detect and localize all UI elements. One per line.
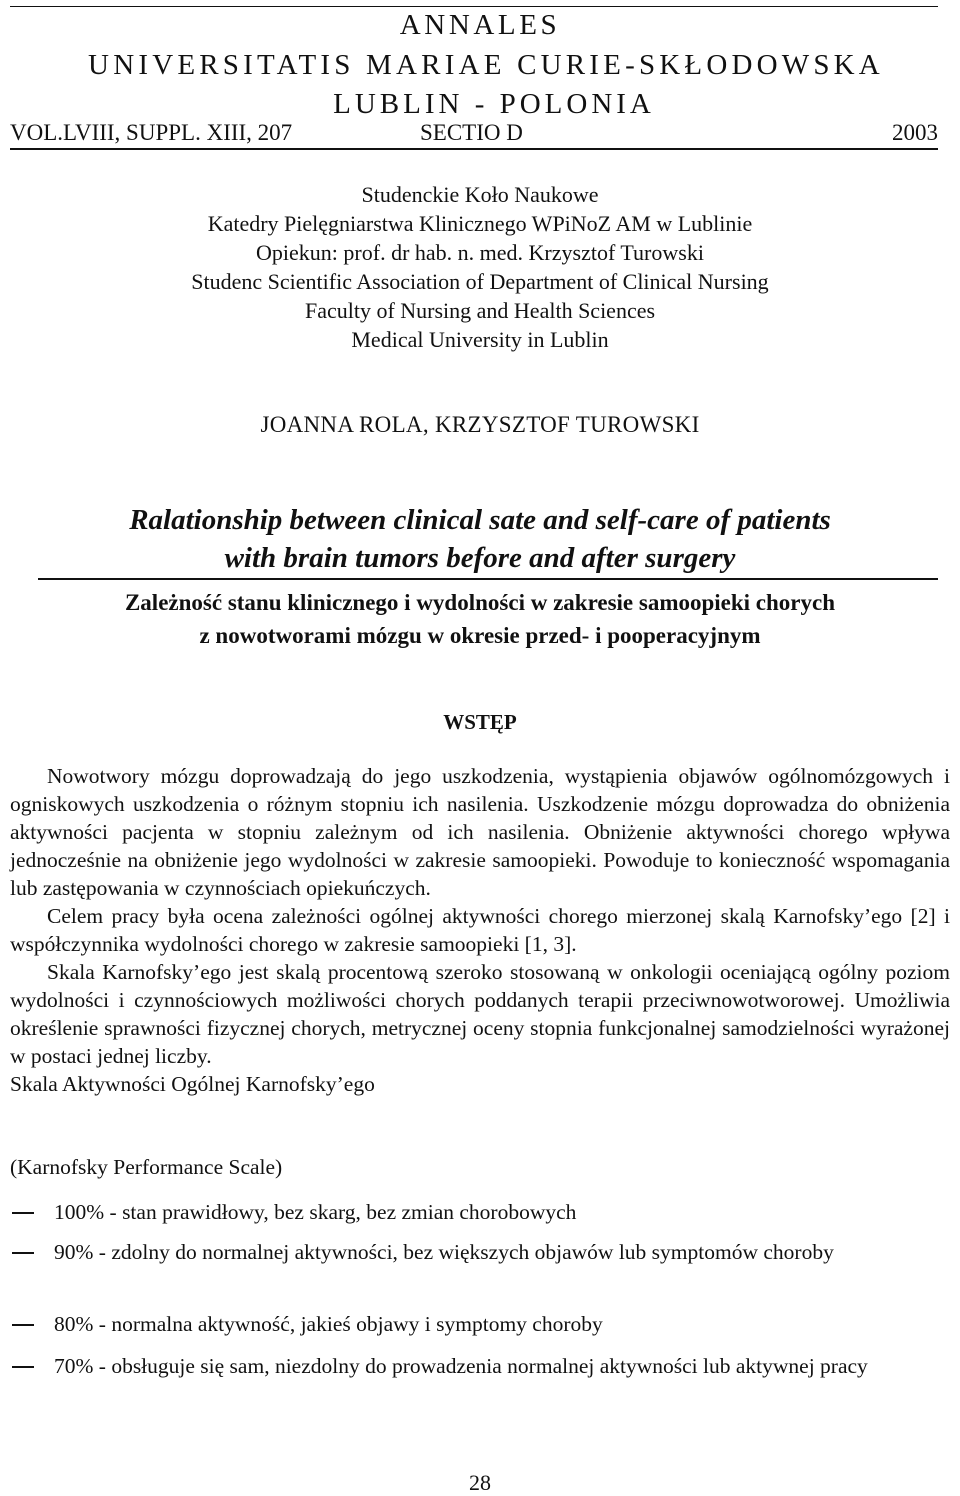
paragraph-2: Celem pracy była ocena zależności ogólnej aktywności chorego mierzonej skalą Karnofsky’ego [2] i współczynnika wydolności chorego w zakresie samoopieki [1, 3]. xyxy=(10,904,950,956)
title-rule xyxy=(38,578,938,580)
scale-title: Skala Aktywności Ogólnej Karnofsky’ego xyxy=(10,1072,375,1096)
volume-line xyxy=(10,118,938,148)
list-item-text: 100% - stan prawidłowy, bez skarg, bez zmian chorobowych xyxy=(54,1200,577,1224)
dash-bullet-icon xyxy=(12,1212,34,1214)
dash-bullet-icon xyxy=(12,1366,34,1368)
body-text xyxy=(10,762,950,1098)
article-title-line1: Ralationship between clinical sate and self-care of patients xyxy=(129,504,831,536)
list-item-text: 90% - zdolny do normalnej aktywności, bez większych objawów lub symptomów choroby xyxy=(54,1240,834,1264)
header-bottom-rule xyxy=(10,148,938,150)
affiliation-line-5: Faculty of Nursing and Health Sciences xyxy=(304,298,656,323)
volume-info: VOL.LVIII, SUPPL. XIII, 207 xyxy=(10,120,293,145)
dash-bullet-icon xyxy=(12,1252,34,1254)
article-subtitle-line1: Zależność stanu klinicznego i wydolności w zakresie samoopieki chorych xyxy=(124,590,836,615)
paragraph-3: Skala Karnofsky’ego jest skalą procentową szeroko stosowaną w onkologii oceniającą ogólny poziom wydolności i czynnościowych możliwości chorych poddanych terapii przeciwnowotworowej. Umożliwia określenie sprawności fizycznej chorych, metrycznej oceny stopnia funkcjonalnej samodzielności wyrażonej w postaci jednej liczby. xyxy=(10,960,950,1068)
publication-year: 2003 xyxy=(892,120,938,145)
header-top-rule xyxy=(10,6,938,7)
journal-name-line3: LUBLIN - POLONIA xyxy=(333,88,655,120)
section-heading: WSTĘP xyxy=(443,710,517,734)
affiliation-line-6: Medical University in Lublin xyxy=(351,327,609,352)
article-title-line2: with brain tumors before and after surgery xyxy=(224,542,736,574)
affiliation-line-1: Studenckie Koło Naukowe xyxy=(361,182,599,207)
scale-subtitle: (Karnofsky Performance Scale) xyxy=(10,1155,283,1179)
journal-name-line2: UNIVERSITATIS MARIAE CURIE-SKŁODOWSKA xyxy=(88,49,884,81)
list-item-text: 80% - normalna aktywność, jakieś objawy i symptomy choroby xyxy=(54,1312,603,1336)
affiliation-line-3: Opiekun: prof. dr hab. n. med. Krzysztof Turowski xyxy=(256,240,704,265)
affiliation-line-4: Studenc Scientific Association of Department of Clinical Nursing xyxy=(191,269,769,294)
paragraph-1: Nowotwory mózgu doprowadzają do jego uszkodzenia, wystąpienia objawów ogólnomózgowych i ogniskowych uszkodzenia o różnym stopniu ich nasilenia. Uszkodzenie mózgu doprowadza do obniżenia aktywności pacjenta w stopniu zależnym od ich nasilenia. Obniżenie aktywności chorego wpływa jednocześnie na obniżenie jego wydolności w zakresie samoopieki. Powoduje to konieczność wspomagania lub zastępowania w czynnościach opiekuńczych. xyxy=(10,764,950,900)
page-number: 28 xyxy=(469,1470,491,1495)
affiliation-line-2: Katedry Pielęgniarstwa Klinicznego WPiNoZ AM w Lublinie xyxy=(207,211,753,236)
authors: JOANNA ROLA, KRZYSZTOF TUROWSKI xyxy=(260,412,700,437)
list-item-text: 70% - obsługuje się sam, niezdolny do prowadzenia normalnej aktywności lub aktywnej pracy xyxy=(54,1354,868,1378)
section-label: SECTIO D xyxy=(420,120,523,145)
article-subtitle-line2: z nowotworami mózgu w okresie przed- i pooperacyjnym xyxy=(199,623,761,648)
dash-bullet-icon xyxy=(12,1324,34,1326)
journal-name-line1: ANNALES xyxy=(399,9,561,41)
